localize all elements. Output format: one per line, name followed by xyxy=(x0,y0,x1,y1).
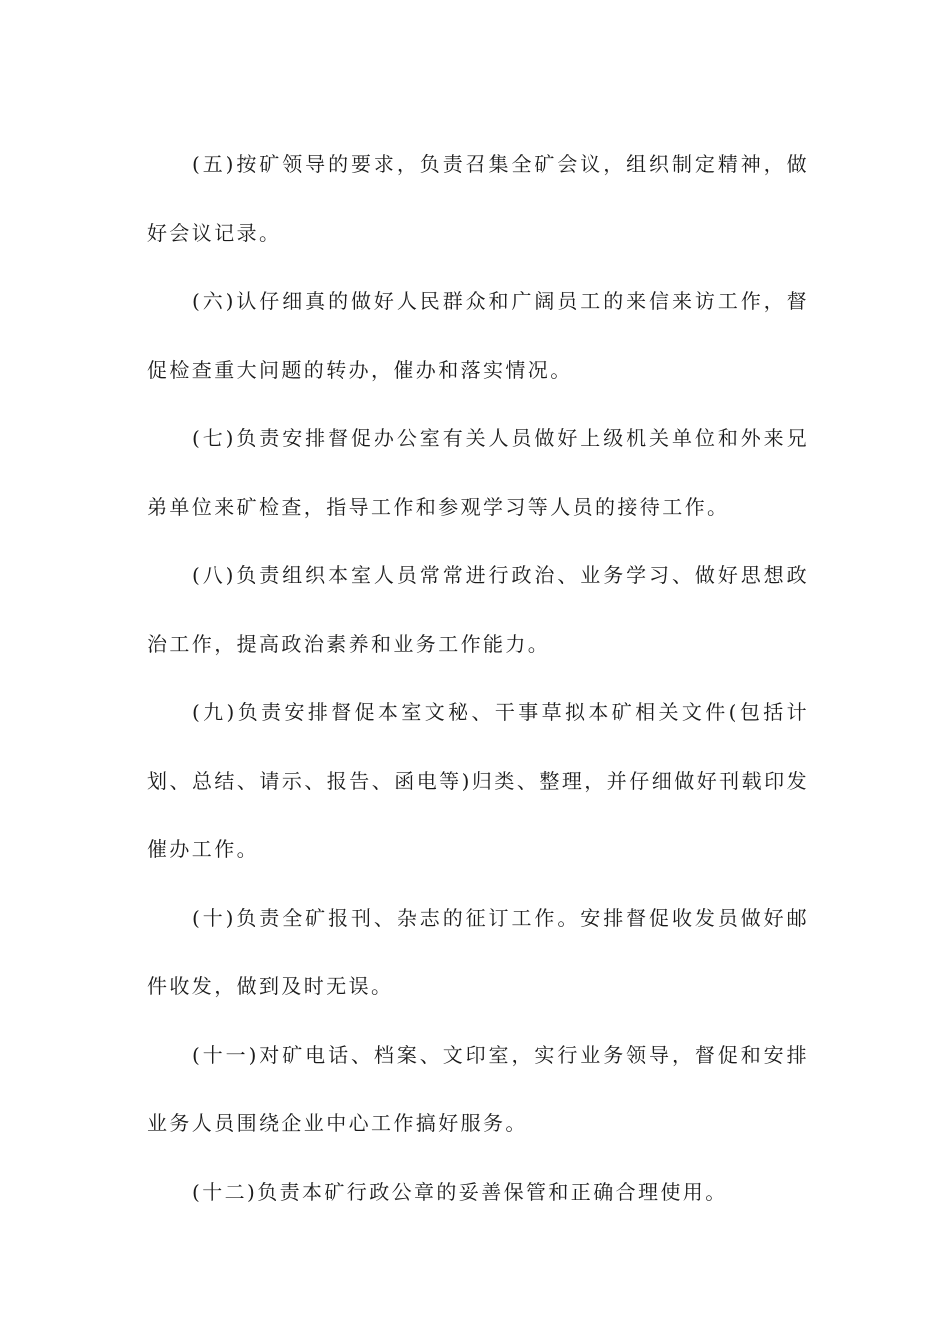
paragraph-item-6: (六)认仔细真的做好人民群众和广阔员工的来信来访工作，督促检查重大问题的转办，催办和落实情况。 xyxy=(147,289,809,382)
paragraph-item-8: (八)负责组织本室人员常常进行政治、业务学习、做好思想政治工作，提高政治素养和业务工作能力。 xyxy=(147,563,809,656)
paragraph-item-5: (五)按矿领导的要求，负责召集全矿会议，组织制定精神，做好会议记录。 xyxy=(147,152,809,245)
paragraph-item-7: (七)负责安排督促办公室有关人员做好上级机关单位和外来兄弟单位来矿检查，指导工作和参观学习等人员的接待工作。 xyxy=(147,426,809,519)
paragraph-item-10: (十)负责全矿报刊、杂志的征订工作。安排督促收发员做好邮件收发，做到及时无误。 xyxy=(147,905,809,998)
paragraph-item-9: (九)负责安排督促本室文秘、干事草拟本矿相关文件(包括计划、总结、请示、报告、函电等)归类、整理，并仔细做好刊载印发催办工作。 xyxy=(147,700,809,861)
document-body xyxy=(147,130,809,1226)
paragraph-item-12: (十二)负责本矿行政公章的妥善保管和正确合理使用。 xyxy=(192,1179,728,1204)
paragraph-item-11: (十一)对矿电话、档案、文印室，实行业务领导，督促和安排业务人员围绕企业中心工作搞好服务。 xyxy=(147,1042,809,1135)
